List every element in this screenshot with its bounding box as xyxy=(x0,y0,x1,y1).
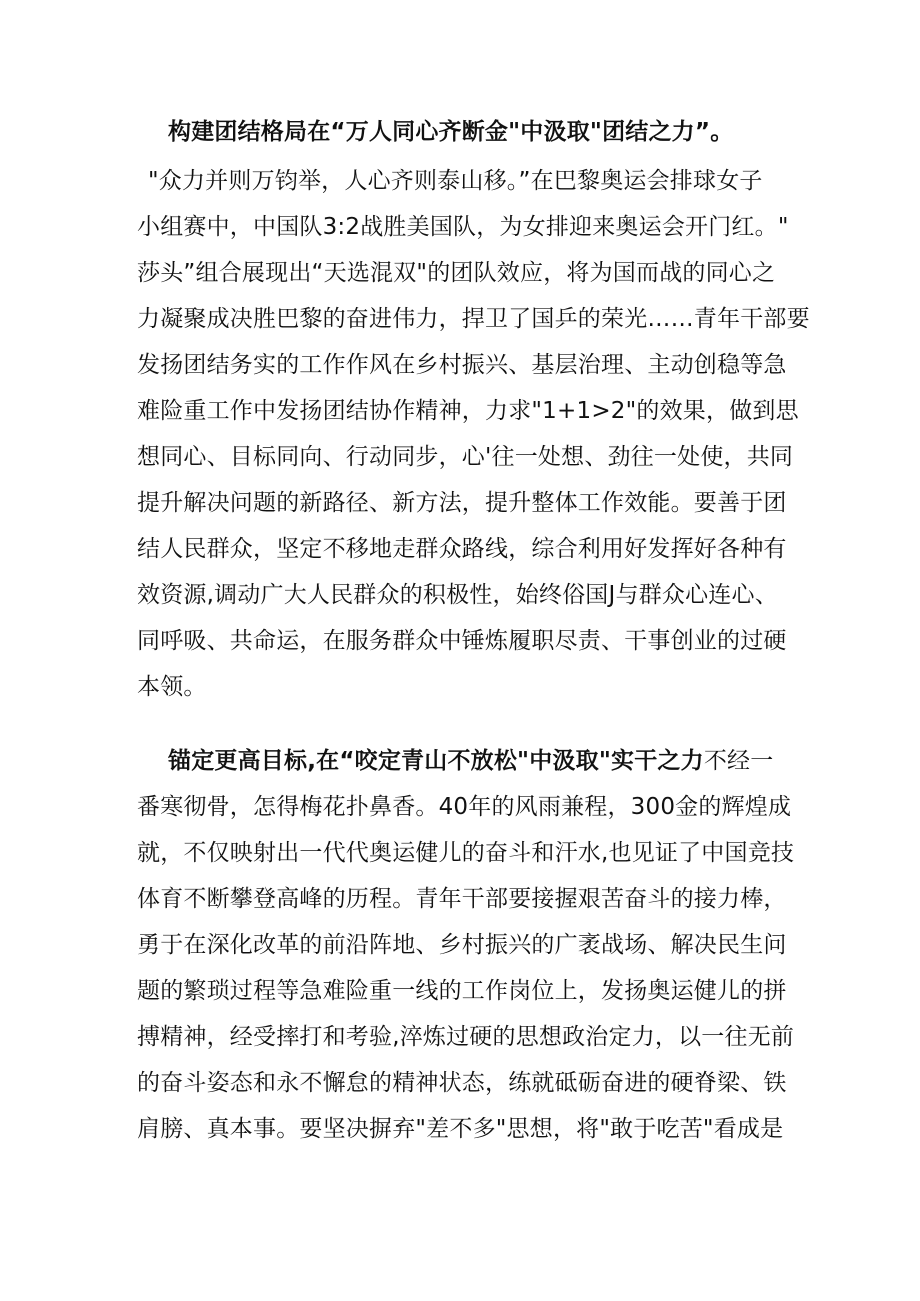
paragraph-line: 提升解决问题的新路径、新方法，提升整体工作效能。要善于团 xyxy=(137,490,787,516)
paragraph-line: 同呼吸、共命运，在服务群众中锤炼履职尽责、干事创业的过硬 xyxy=(137,628,787,654)
section1-heading: 构建团结格局在“万人同心齐断金"中汲取"团结之力”。 xyxy=(168,119,734,145)
paragraph-line: 搏精神，经受摔打和考验,淬炼过硬的思想政治定力，以一往无前 xyxy=(137,1024,795,1050)
paragraph-line: 勇于在深化改革的前沿阵地、乡村振兴的广袤战场、解决民生问 xyxy=(137,932,787,958)
paragraph-line: 题的繁琐过程等急难险重一线的工作岗位上，发扬奥运健儿的拼 xyxy=(137,978,787,1004)
paragraph-line: 就，不仅映射出一代代奥运健儿的奋斗和汗水,也见证了中国竞技 xyxy=(137,840,795,866)
paragraph-line: 想同心、目标同向、行动同步，心'往一处想、劲往一处使，共同 xyxy=(137,444,794,470)
section2-heading-tail: 不经一 xyxy=(703,748,774,774)
paragraph-line: 效资源,调动广大人民群众的积极性，始终俗国J与群众心连心、 xyxy=(137,582,778,608)
paragraph-line: 的奋斗姿态和永不懈怠的精神状态，练就砥砺奋进的硬脊梁、铁 xyxy=(137,1070,787,1096)
paragraph-line: "众力并则万钧举，人心齐则泰山移。”在巴黎奥运会排球女子 xyxy=(148,168,763,194)
paragraph-line: 难险重工作中发扬团结协作精神，力求"1+1>2"的效果，做到思 xyxy=(137,398,799,424)
paragraph-line: 莎头”组合展现出“天选混双"的团队效应，将为国而战的同心之 xyxy=(137,260,776,286)
section2-heading-line xyxy=(168,746,773,776)
paragraph-line: 结人民群众，坚定不移地走群众路线，综合利用好发挥好各种有 xyxy=(137,536,787,562)
paragraph-line: 发扬团结务实的工作作风在乡村振兴、基层治理、主动创稳等急 xyxy=(137,352,787,378)
paragraph-line: 力凝聚成决胜巴黎的奋进伟力，捍卫了国乒的荣光……青年干部要 xyxy=(137,306,810,332)
paragraph-line: 番寒彻骨，怎得梅花扑鼻香。40年的风雨兼程，300金的辉煌成 xyxy=(137,794,792,820)
section2-heading: 锚定更高目标,在“咬定青山不放松"中汲取"实干之力 xyxy=(168,748,704,774)
paragraph-line: 肩膀、真本事。要坚决摒弃"差不多"思想，将"敢于吃苦"看成是 xyxy=(137,1116,784,1142)
paragraph-line: 本领。 xyxy=(137,674,207,700)
paragraph-line: 体育不断攀登高峰的历程。青年干部要接握艰苦奋斗的接力棒， xyxy=(137,886,787,912)
paragraph-line: 小组赛中，中国队3:2战胜美国队，为女排迎来奥运会开门红。" xyxy=(137,214,789,240)
